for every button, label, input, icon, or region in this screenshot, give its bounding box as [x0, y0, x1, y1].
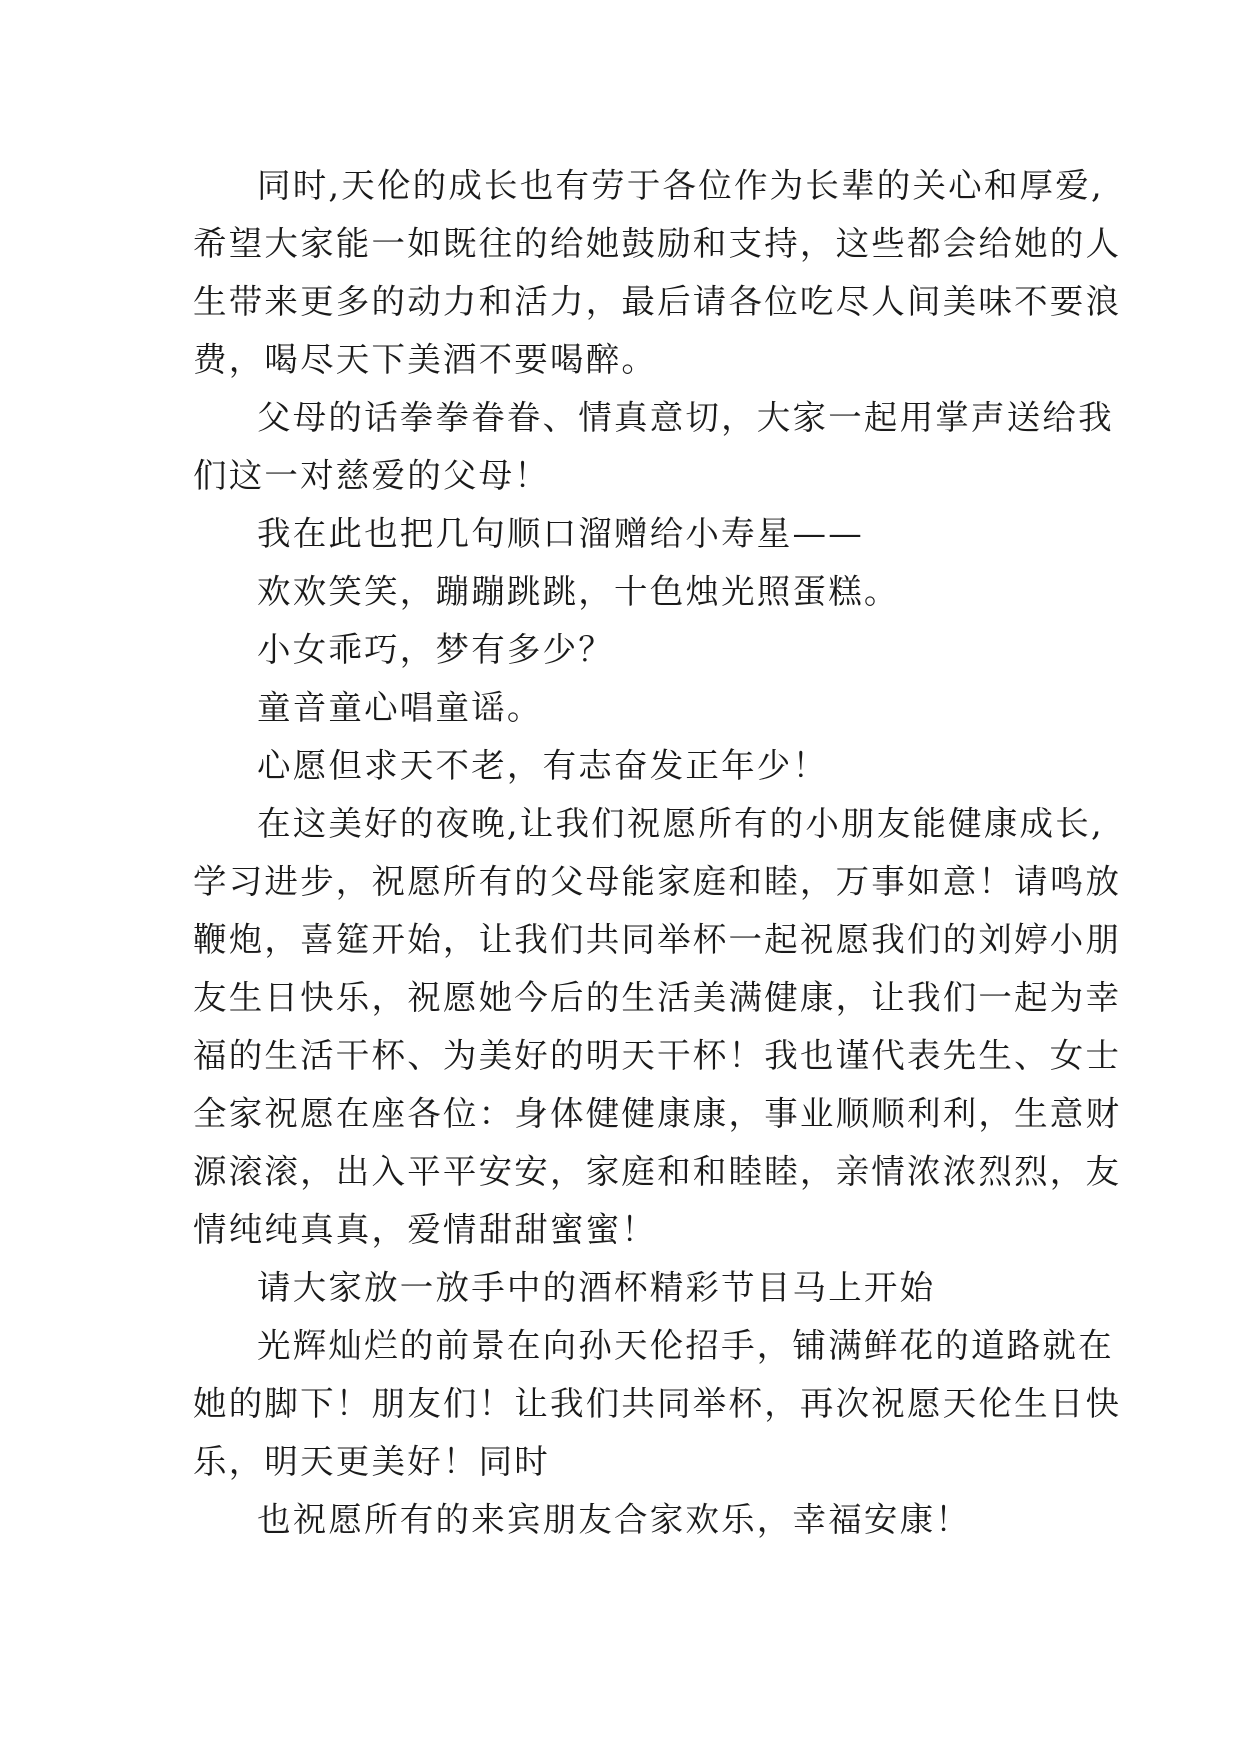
text-line: 也祝愿所有的来宾朋友合家欢乐，幸福安康！ — [257, 1500, 971, 1539]
text-line: 生带来更多的动力和活力，最后请各位吃尽人间美味不要浪 — [193, 282, 1122, 321]
text-line: 福的生活干杯、为美好的明天干杯！我也谨代表先生、女士 — [193, 1036, 1122, 1075]
text-line: 友生日快乐，祝愿她今后的生活美满健康，让我们一起为幸 — [193, 978, 1122, 1017]
text-line: 鞭炮，喜筵开始，让我们共同举杯一起祝愿我们的刘婷小朋 — [193, 920, 1122, 959]
text-line: 全家祝愿在座各位：身体健健康康，事业顺顺利利，生意财 — [193, 1094, 1122, 1133]
text-line: 们这一对慈爱的父母！ — [193, 456, 550, 495]
text-line: 心愿但求天不老，有志奋发正年少！ — [257, 746, 829, 785]
text-line: 费，喝尽天下美酒不要喝醉。 — [193, 340, 658, 379]
text-line: 光辉灿烂的前景在向孙天伦招手，铺满鲜花的道路就在 — [257, 1326, 1114, 1365]
text-line: 她的脚下！朋友们！让我们共同举杯，再次祝愿天伦生日快 — [193, 1384, 1122, 1423]
text-line: 在这美好的夜晚,让我们祝愿所有的小朋友能健康成长, — [257, 804, 1104, 843]
text-line: 希望大家能一如既往的给她鼓励和支持，这些都会给她的人 — [193, 224, 1122, 263]
text-line: 同时,天伦的成长也有劳于各位作为长辈的关心和厚爱, — [257, 166, 1104, 205]
text-line: 源滚滚，出入平平安安，家庭和和睦睦，亲情浓浓烈烈，友 — [193, 1152, 1122, 1191]
text-line: 学习进步，祝愿所有的父母能家庭和睦，万事如意！请鸣放 — [193, 862, 1122, 901]
text-line: 童音童心唱童谣。 — [257, 688, 543, 727]
text-line: 我在此也把几句顺口溜赠给小寿星—— — [257, 514, 864, 553]
text-line: 小女乖巧，梦有多少？ — [257, 630, 614, 669]
text-line: 欢欢笑笑，蹦蹦跳跳，十色烛光照蛋糕。 — [257, 572, 900, 611]
text-line: 情纯纯真真，爱情甜甜蜜蜜！ — [193, 1210, 658, 1249]
text-line: 乐，明天更美好！同时 — [193, 1442, 550, 1481]
text-line: 父母的话拳拳眷眷、情真意切，大家一起用掌声送给我 — [257, 398, 1114, 437]
document-body — [193, 157, 1122, 1549]
text-line: 请大家放一放手中的酒杯精彩节目马上开始 — [257, 1268, 936, 1307]
